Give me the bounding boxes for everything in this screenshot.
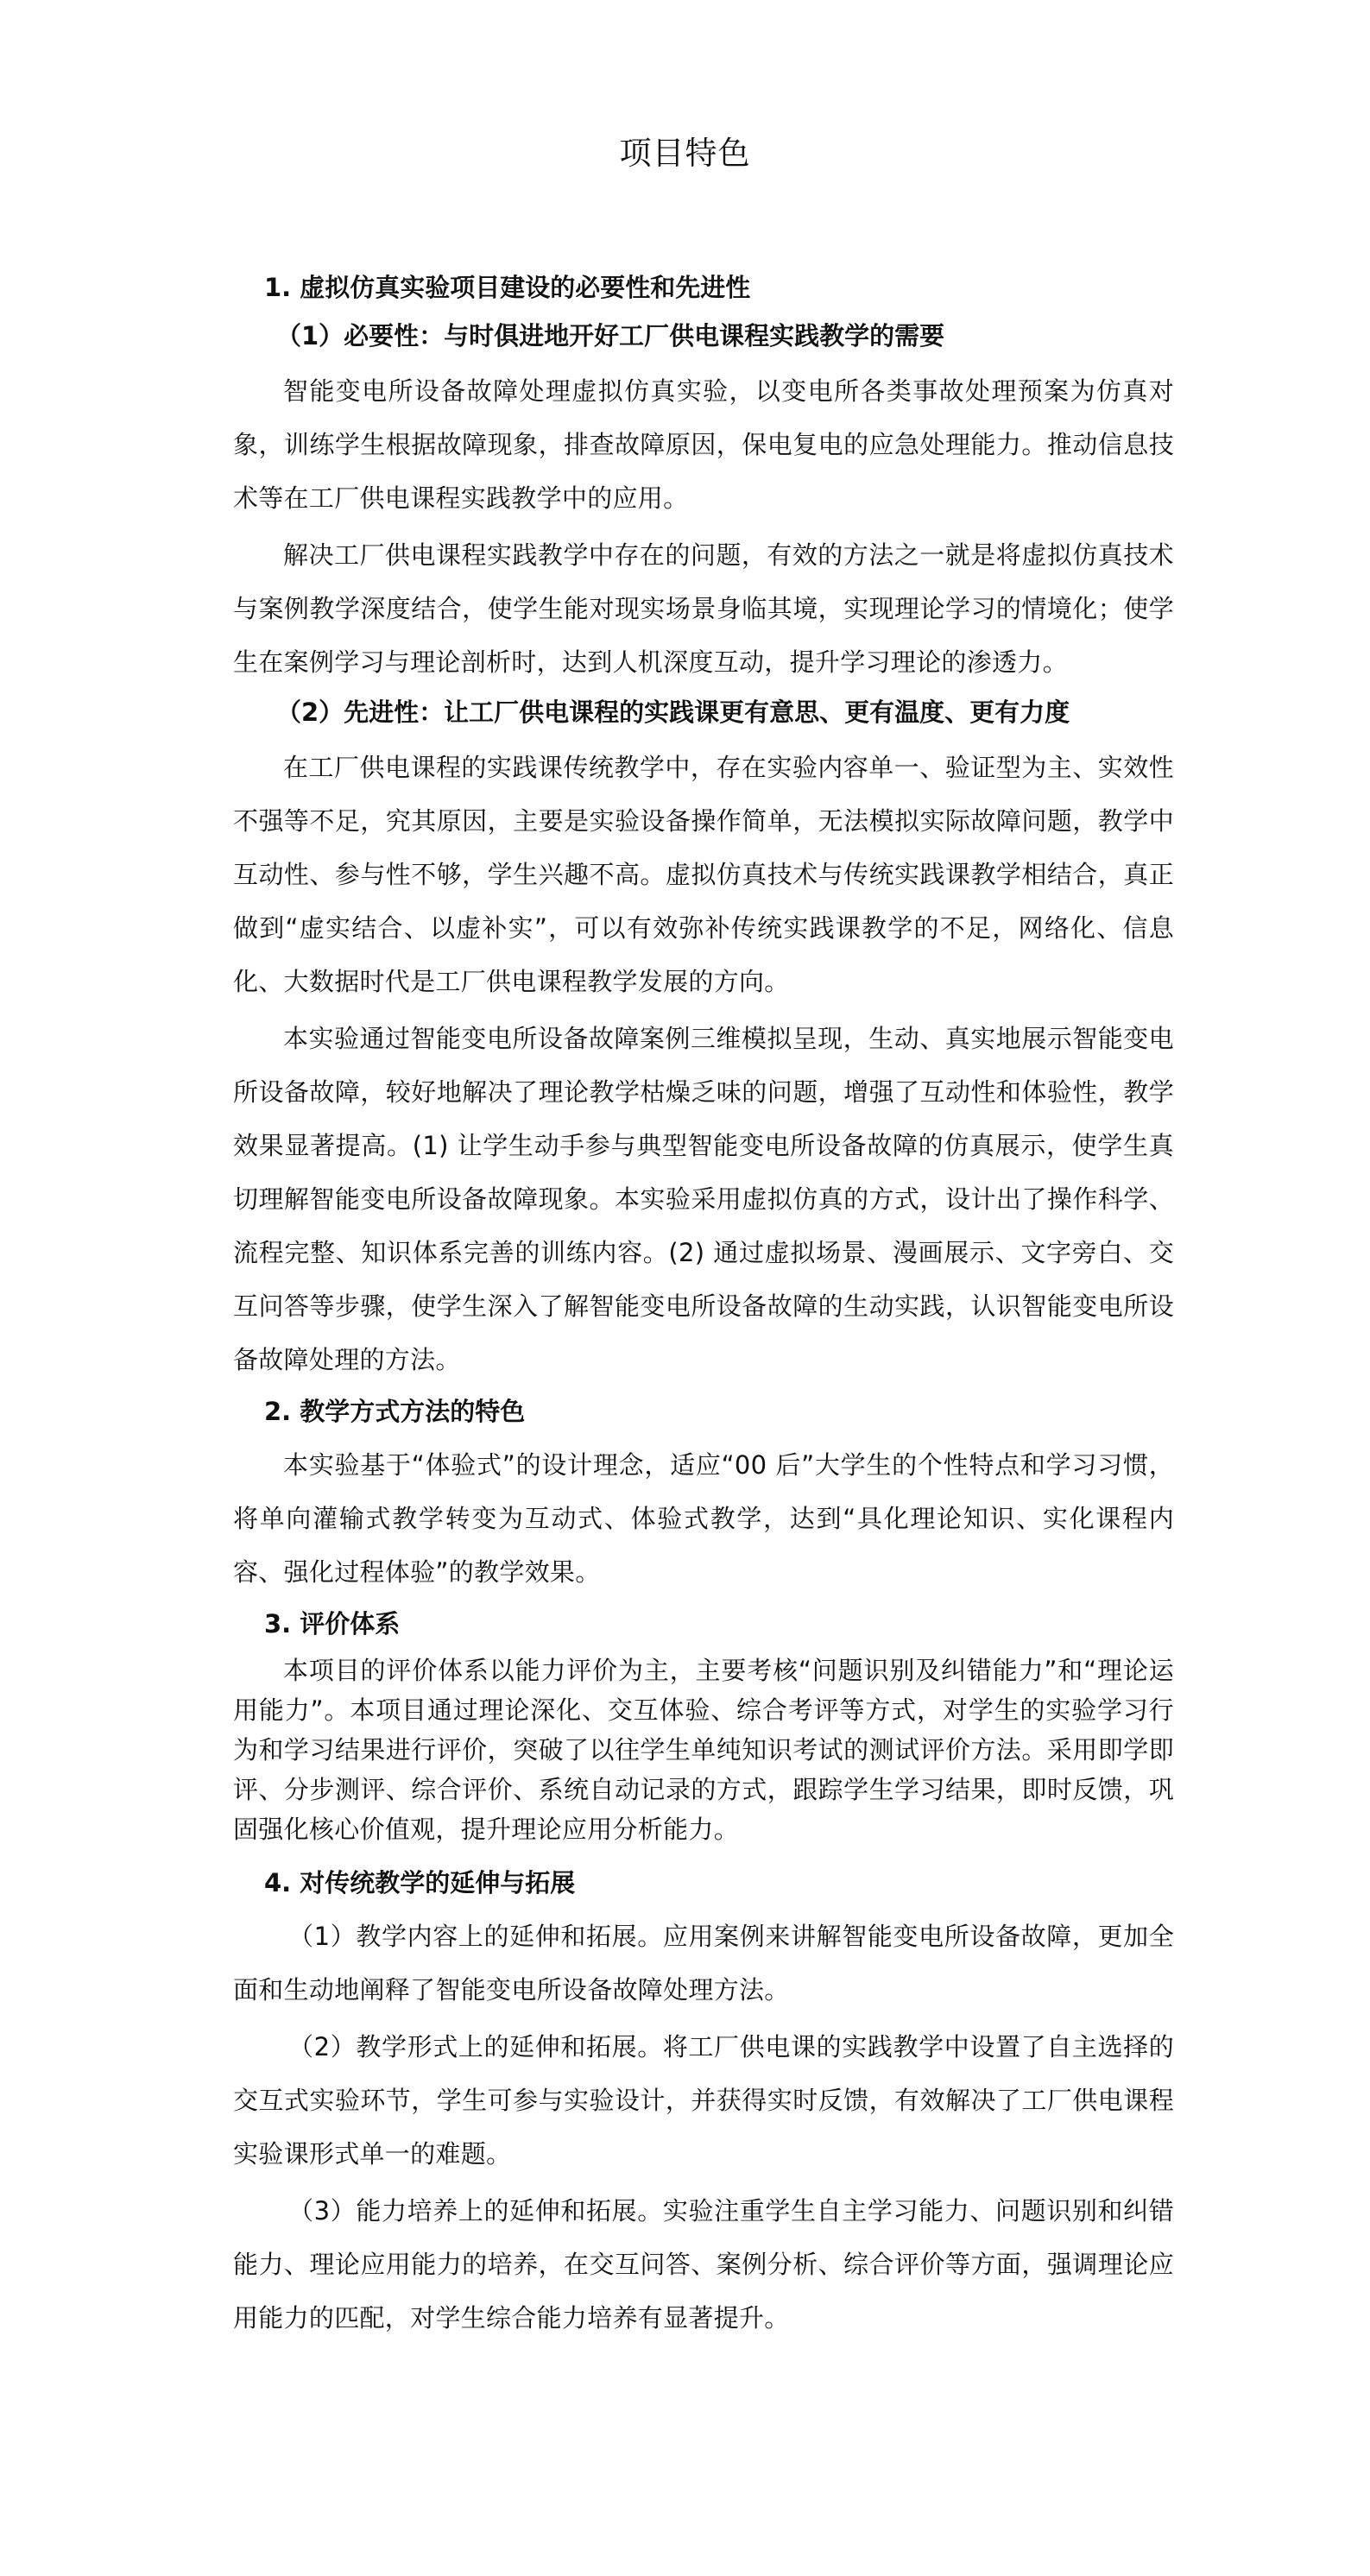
section-1-1-paragraph-1: 智能变电所设备故障处理虚拟仿真实验，以变电所各类事故处理预案为仿真对象，训练学生根据故障现象，排查故障原因，保电复电的应急处理能力。推动信息技术等在工厂供电课程实践教学中的应用。 — [233, 376, 1174, 513]
section-1-1-heading: （1）必要性：与时俱进地开好工厂供电课程实践教学的需要 — [276, 321, 945, 350]
section-4-paragraph-2: （2）教学形式上的延伸和拓展。将工厂供电课的实践教学中设置了自主选择的交互式实验环节，学生可参与实验设计，并获得实时反馈，有效解决了工厂供电课程实验课形式单一的难题。 — [233, 2032, 1174, 2169]
section-4-heading: 4. 对传统教学的延伸与拓展 — [264, 1868, 576, 1897]
section-1-2-paragraph-2: 本实验通过智能变电所设备故障案例三维模拟呈现，生动、真实地展示智能变电所设备故障，较好地解决了理论教学枯燥乏味的问题，增强了互动性和体验性，教学效果显著提高。(1) 让学生动手参与典型智能变电所设备故障的仿真展示，使学生真切理解智能变电所设备故障现象。本实验采用虚拟仿真的方式，设计出了操作科学、流程完整、知识体系完善的训练内容。(2) 通过虚拟场景、漫画展示、文字旁白、交互问答等步骤，使学生深入了解智能变电所设备故障的生动实践，认识智能变电所设备故障处理的方法。 — [233, 1024, 1174, 1374]
section-4-paragraph-3: （3）能力培养上的延伸和拓展。实验注重学生自主学习能力、问题识别和纠错能力、理论应用能力的培养，在交互问答、案例分析、综合评价等方面，强调理论应用能力的匹配，对学生综合能力培养有显著提升。 — [233, 2196, 1174, 2333]
section-3-heading: 3. 评价体系 — [264, 1609, 401, 1638]
section-1-2-paragraph-1: 在工厂供电课程的实践课传统教学中，存在实验内容单一、验证型为主、实效性不强等不足，究其原因，主要是实验设备操作简单，无法模拟实际故障问题，教学中互动性、参与性不够，学生兴趣不高。虚拟仿真技术与传统实践课教学相结合，真正做到“虚实结合、以虚补实”，可以有效弥补传统实践课教学的不足，网络化、信息化、大数据时代是工厂供电课程教学发展的方向。 — [233, 753, 1174, 996]
section-1-2-heading: （2）先进性：让工厂供电课程的实践课更有意思、更有温度、更有力度 — [276, 698, 1070, 727]
section-4-paragraph-1: （1）教学内容上的延伸和拓展。应用案例来讲解智能变电所设备故障，更加全面和生动地阐释了智能变电所设备故障处理方法。 — [233, 1922, 1174, 2005]
section-3-paragraph-1: 本项目的评价体系以能力评价为主，主要考核“问题识别及纠错能力”和“理论运用能力”。本项目通过理论深化、交互体验、综合考评等方式，对学生的实验学习行为和学习结果进行评价，突破了以往学生单纯知识考试的测试评价方法。采用即学即评、分步测评、综合评价、系统自动记录的方式，跟踪学生学习结果，即时反馈，巩固强化核心价值观，提升理论应用分析能力。 — [233, 1656, 1174, 1844]
section-2-paragraph-1: 本实验基于“体验式”的设计理念，适应“00 后”大学生的个性特点和学习习惯，将单向灌输式教学转变为互动式、体验式教学，达到“具化理论知识、实化课程内容、强化过程体验”的教学效果。 — [233, 1450, 1174, 1587]
page-title: 项目特色 — [619, 135, 751, 172]
document-body — [233, 268, 1174, 2348]
section-1-heading: 1. 虚拟仿真实验项目建设的必要性和先进性 — [264, 273, 751, 302]
section-2-heading: 2. 教学方式方法的特色 — [264, 1397, 526, 1426]
section-1-1-paragraph-2: 解决工厂供电课程实践教学中存在的问题，有效的方法之一就是将虚拟仿真技术与案例教学深度结合，使学生能对现实场景身临其境，实现理论学习的情境化；使学生在案例学习与理论剖析时，达到人机深度互动，提升学习理论的渗透力。 — [233, 540, 1174, 677]
